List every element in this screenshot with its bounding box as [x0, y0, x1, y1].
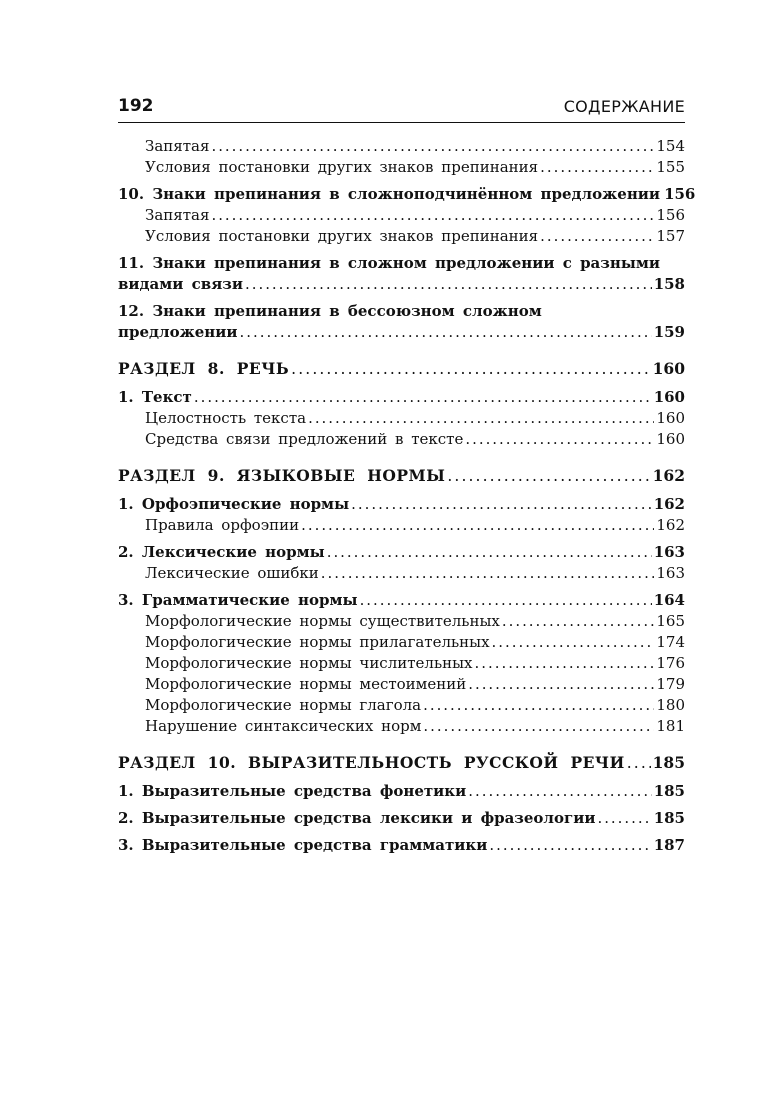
dot-leader [291, 358, 650, 380]
toc-entry-text: Средства связи предложений в тексте [145, 430, 464, 448]
toc-entry-text: Условия постановки других знаков препинания [145, 227, 539, 245]
toc-page-number: 185 [653, 809, 685, 827]
toc-entry[interactable] [118, 205, 685, 226]
toc-entry[interactable] [118, 408, 685, 429]
dot-leader [240, 322, 652, 343]
toc-entry[interactable] [118, 429, 685, 450]
toc-section-heading[interactable] [118, 752, 685, 773]
toc-entry-text: 1. Выразительные средства фонетики [118, 782, 467, 800]
toc-entry-text: Запятая [145, 206, 210, 224]
section-title: РАЗДЕЛ 8. РЕЧЬ [118, 359, 290, 378]
toc-entry[interactable] [118, 653, 685, 674]
toc-entry-text: 10. Знаки препинания в сложноподчинённом предложении [118, 185, 661, 203]
toc-entry-first-line[interactable] [118, 253, 685, 274]
toc-entry[interactable] [118, 157, 685, 178]
dot-leader [321, 563, 655, 584]
toc-entry[interactable] [118, 808, 685, 829]
toc-entry-text: Целостность текста [145, 409, 307, 427]
section-title: РАЗДЕЛ 10. ВЫРАЗИТЕЛЬНОСТЬ РУССКОЙ РЕЧИ [118, 753, 625, 772]
toc-entry[interactable] [118, 590, 685, 611]
toc-entry[interactable] [118, 387, 685, 408]
toc-page-number: 154 [656, 137, 685, 155]
dot-leader [301, 515, 654, 536]
toc-entry-text: Запятая [145, 137, 210, 155]
toc-entry[interactable] [118, 611, 685, 632]
dot-leader [540, 226, 654, 247]
table-of-contents [118, 136, 696, 856]
toc-page-number: 162 [656, 516, 685, 534]
toc-entry-text: Морфологические нормы глагола [145, 696, 422, 714]
dot-leader [468, 781, 651, 802]
toc-entry[interactable] [118, 542, 685, 563]
toc-entry-text: Морфологические нормы прилагательных [145, 633, 490, 651]
toc-entry-continuation[interactable] [118, 322, 685, 343]
toc-entry-text: 1. Орфоэпические нормы [118, 495, 350, 513]
toc-entry-continuation[interactable] [118, 274, 685, 295]
section-title: РАЗДЕЛ 9. ЯЗЫКОВЫЕ НОРМЫ [118, 466, 446, 485]
toc-section-heading[interactable] [118, 358, 685, 379]
toc-entry-text: 1. Текст [118, 388, 192, 406]
toc-entry-text: 12. Знаки препинания в бессоюзном сложном [118, 302, 542, 320]
toc-entry-text: Условия постановки других знаков препинания [145, 158, 539, 176]
toc-entry-text: Нарушение синтаксических норм [145, 717, 422, 735]
toc-page-number: 162 [653, 495, 685, 513]
toc-section-heading[interactable] [118, 465, 685, 486]
toc-page-number: 185 [653, 782, 685, 800]
dot-leader [211, 205, 654, 226]
dot-leader [597, 808, 651, 829]
toc-page-number: 162 [652, 466, 685, 485]
toc-page-number: 176 [656, 654, 685, 672]
dot-leader [351, 494, 652, 515]
dot-leader [327, 542, 652, 563]
toc-page-number: 179 [656, 675, 685, 693]
toc-entry-text: 11. Знаки препинания в сложном предложении с разными [118, 254, 661, 272]
toc-page-number: 181 [656, 717, 685, 735]
dot-leader [627, 752, 651, 774]
dot-leader [211, 136, 654, 157]
dot-leader [360, 590, 652, 611]
toc-entry[interactable] [118, 835, 685, 856]
toc-page-number: 156 [656, 206, 685, 224]
toc-page-number: 165 [656, 612, 685, 630]
toc-page-number: 164 [653, 591, 685, 609]
toc-page-number: 163 [656, 564, 685, 582]
toc-page-number: 158 [653, 275, 685, 293]
toc-page-number: 180 [656, 696, 685, 714]
toc-page-number: 160 [653, 388, 685, 406]
dot-leader [194, 387, 652, 408]
toc-entry-text: Правила орфоэпии [145, 516, 300, 534]
toc-entry[interactable] [118, 716, 685, 737]
page-number: 192 [118, 96, 154, 116]
toc-page-number: 159 [653, 323, 685, 341]
toc-entry[interactable] [118, 226, 685, 247]
toc-page-number: 160 [656, 430, 685, 448]
toc-entry[interactable] [118, 184, 696, 205]
toc-entry[interactable] [118, 136, 685, 157]
toc-page-number: 156 [664, 185, 696, 203]
dot-leader [475, 653, 655, 674]
dot-leader [502, 611, 655, 632]
dot-leader [465, 429, 654, 450]
dot-leader [423, 716, 654, 737]
toc-entry-text: 3. Выразительные средства грамматики [118, 836, 488, 854]
dot-leader [468, 674, 654, 695]
toc-entry-text: 2. Лексические нормы [118, 543, 325, 561]
toc-page-number: 174 [656, 633, 685, 651]
toc-entry[interactable] [118, 695, 685, 716]
toc-entry[interactable] [118, 632, 685, 653]
toc-entry-first-line[interactable] [118, 301, 685, 322]
toc-entry-text: Лексические ошибки [145, 564, 319, 582]
toc-entry[interactable] [118, 515, 685, 536]
page-header [118, 92, 685, 123]
toc-page-number: 187 [653, 836, 685, 854]
toc-entry-text: Морфологические нормы местоимений [145, 675, 467, 693]
dot-leader [447, 465, 650, 487]
toc-page-number: 163 [653, 543, 685, 561]
toc-entry[interactable] [118, 674, 685, 695]
toc-page-number: 160 [656, 409, 685, 427]
toc-entry[interactable] [118, 781, 685, 802]
dot-leader [423, 695, 654, 716]
toc-entry-text: Морфологические нормы числительных [145, 654, 473, 672]
toc-page-number: 157 [656, 227, 685, 245]
toc-entry-text: предложении [118, 323, 238, 341]
toc-entry-text: 3. Грамматические нормы [118, 591, 358, 609]
dot-leader [492, 632, 655, 653]
toc-page-number: 185 [652, 753, 685, 772]
toc-page-number: 155 [656, 158, 685, 176]
toc-entry-text: видами связи [118, 275, 243, 293]
toc-entry[interactable] [118, 563, 685, 584]
dot-leader [308, 408, 654, 429]
toc-entry-text: 2. Выразительные средства лексики и фразеологии [118, 809, 596, 827]
dot-leader [245, 274, 652, 295]
toc-entry-text: Морфологические нормы существительных [145, 612, 500, 630]
running-title: СОДЕРЖАНИЕ [563, 97, 685, 116]
toc-entry[interactable] [118, 494, 685, 515]
toc-page-number: 160 [652, 359, 685, 378]
dot-leader [489, 835, 651, 856]
dot-leader [540, 157, 654, 178]
